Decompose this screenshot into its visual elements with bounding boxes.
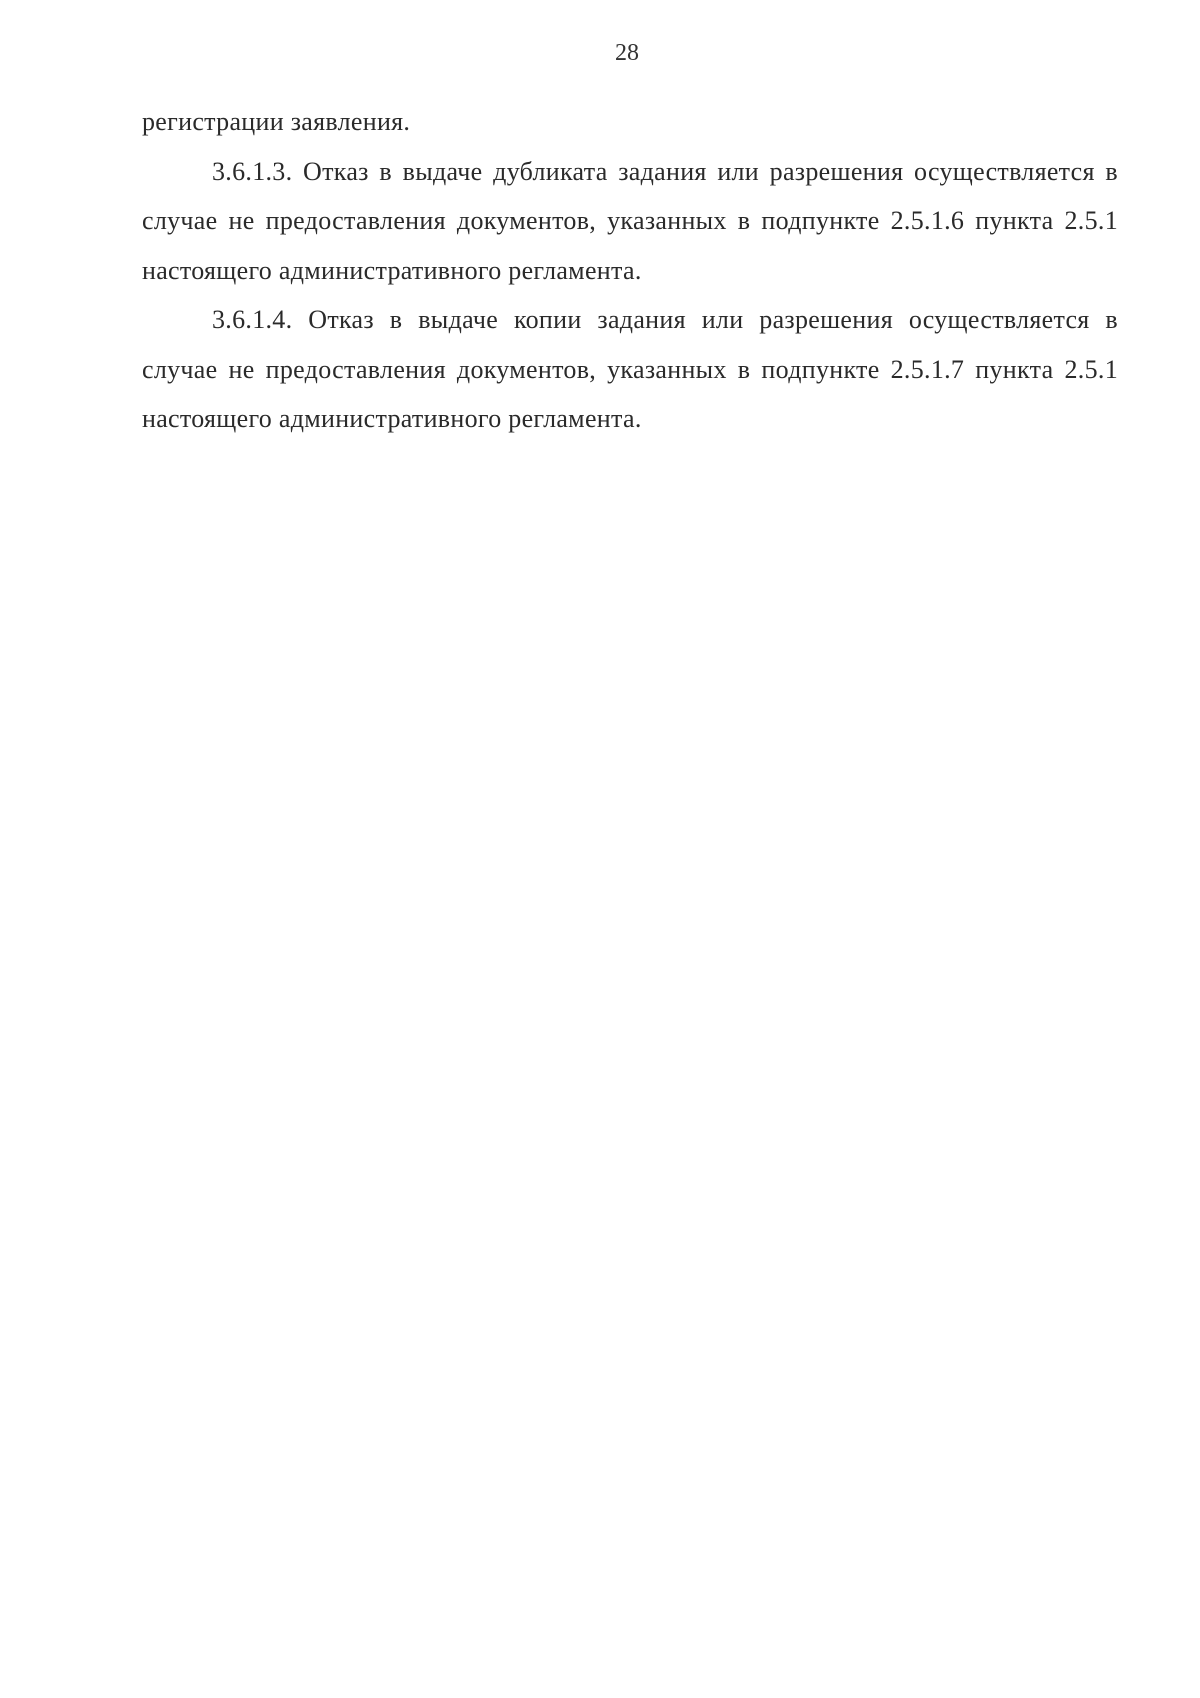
paragraph-continuation: регистрации заявления. xyxy=(142,107,411,136)
paragraph-3-6-1-4: 3.6.1.4. Отказ в выдаче копии задания или разрешения осуществляется в случае не предоставления документов, указанных в подпункте 2.5.1.7 пункта 2.5.1 настоящего административного регламента. xyxy=(142,305,1118,433)
paragraph-3-6-1-3: 3.6.1.3. Отказ в выдаче дубликата задания или разрешения осуществляется в случае не предоставления документов, указанных в подпункте 2.5.1.6 пункта 2.5.1 настоящего административного регламента. xyxy=(142,156,1118,285)
page-number: 28 xyxy=(615,40,639,66)
document-body xyxy=(142,97,1118,444)
